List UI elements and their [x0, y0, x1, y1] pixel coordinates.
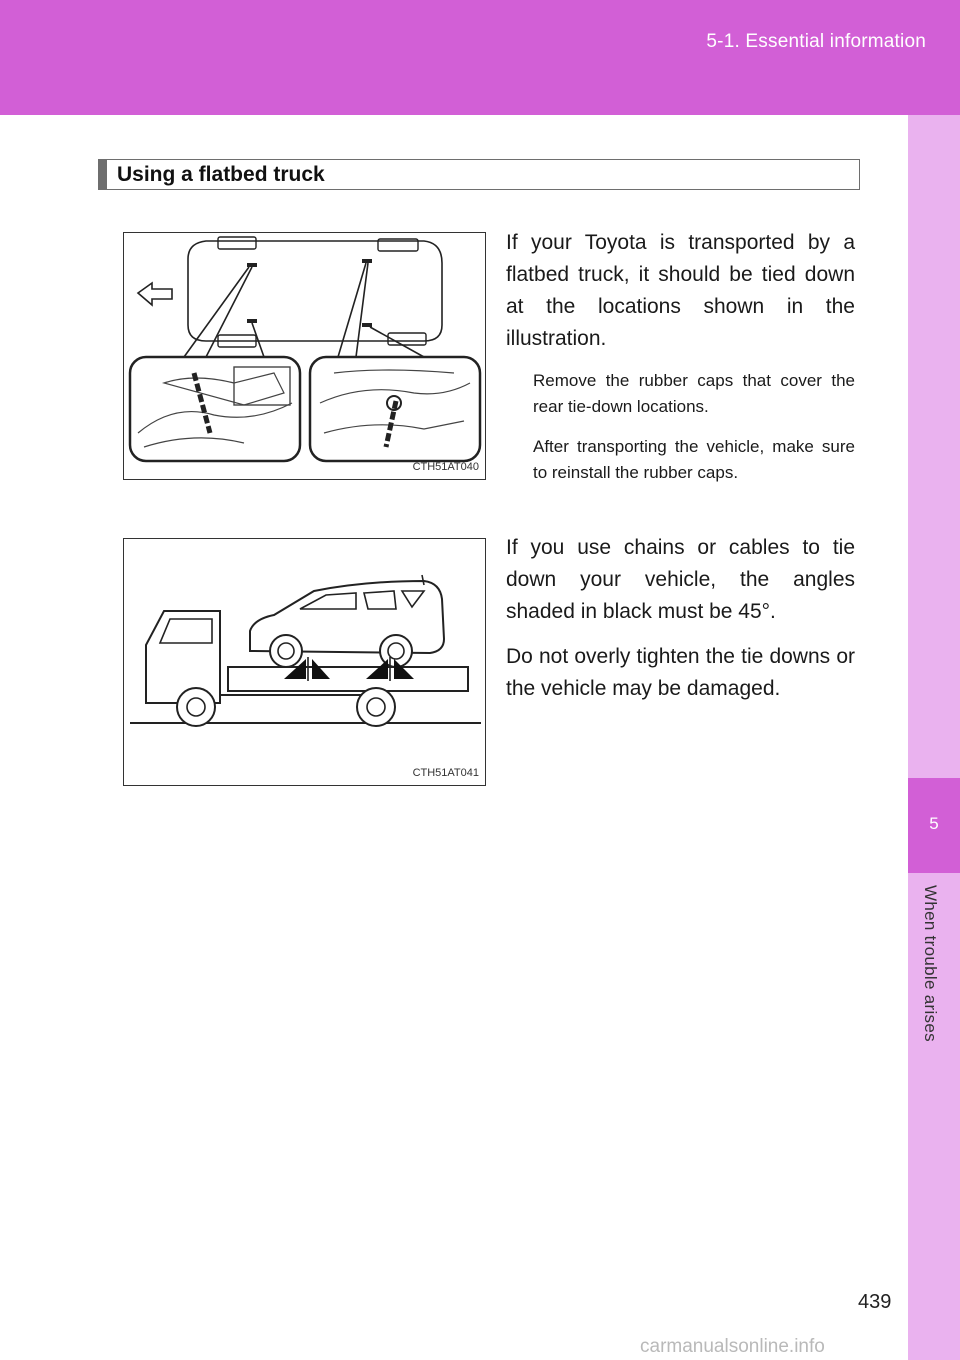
- chapter-number: 5: [929, 814, 939, 833]
- flatbed-truck-figure: [123, 538, 486, 786]
- section-accent: [99, 160, 107, 189]
- tie-down-locations-illustration: [124, 233, 487, 481]
- section-heading: [98, 159, 860, 190]
- flatbed-truck-illustration: [124, 539, 487, 787]
- chapter-number-box: [908, 778, 960, 873]
- page-header: [0, 0, 960, 115]
- paragraph-tighten-warning: Do not overly tighten the tie downs or the vehicle may be damaged.: [506, 645, 855, 700]
- chapter-side-tab: [908, 115, 960, 1360]
- watermark: carmanualsonline.info: [640, 1336, 825, 1357]
- paragraph-transport: If your Toyota is transported by a flatbed truck, it should be tied down at the locations shown in the illustration.: [506, 231, 855, 350]
- section-title: Using a flatbed truck: [117, 163, 325, 186]
- figure-code: CTH51AT040: [412, 461, 479, 473]
- figure-code: CTH51AT041: [412, 767, 479, 779]
- chapter-name: When trouble arises: [921, 885, 940, 1042]
- note-remove-caps: Remove the rubber caps that cover the rear tie-down locations.: [533, 371, 855, 416]
- page-number: 439: [858, 1291, 892, 1313]
- paragraph-chain-angles: If you use chains or cables to tie down your vehicle, the angles shaded in black must be 45°.: [506, 536, 855, 623]
- section-path: 5-1. Essential information: [706, 31, 926, 52]
- tie-down-locations-figure: [123, 232, 486, 480]
- note-reinstall-caps: After transporting the vehicle, make sure to reinstall the rubber caps.: [533, 437, 855, 482]
